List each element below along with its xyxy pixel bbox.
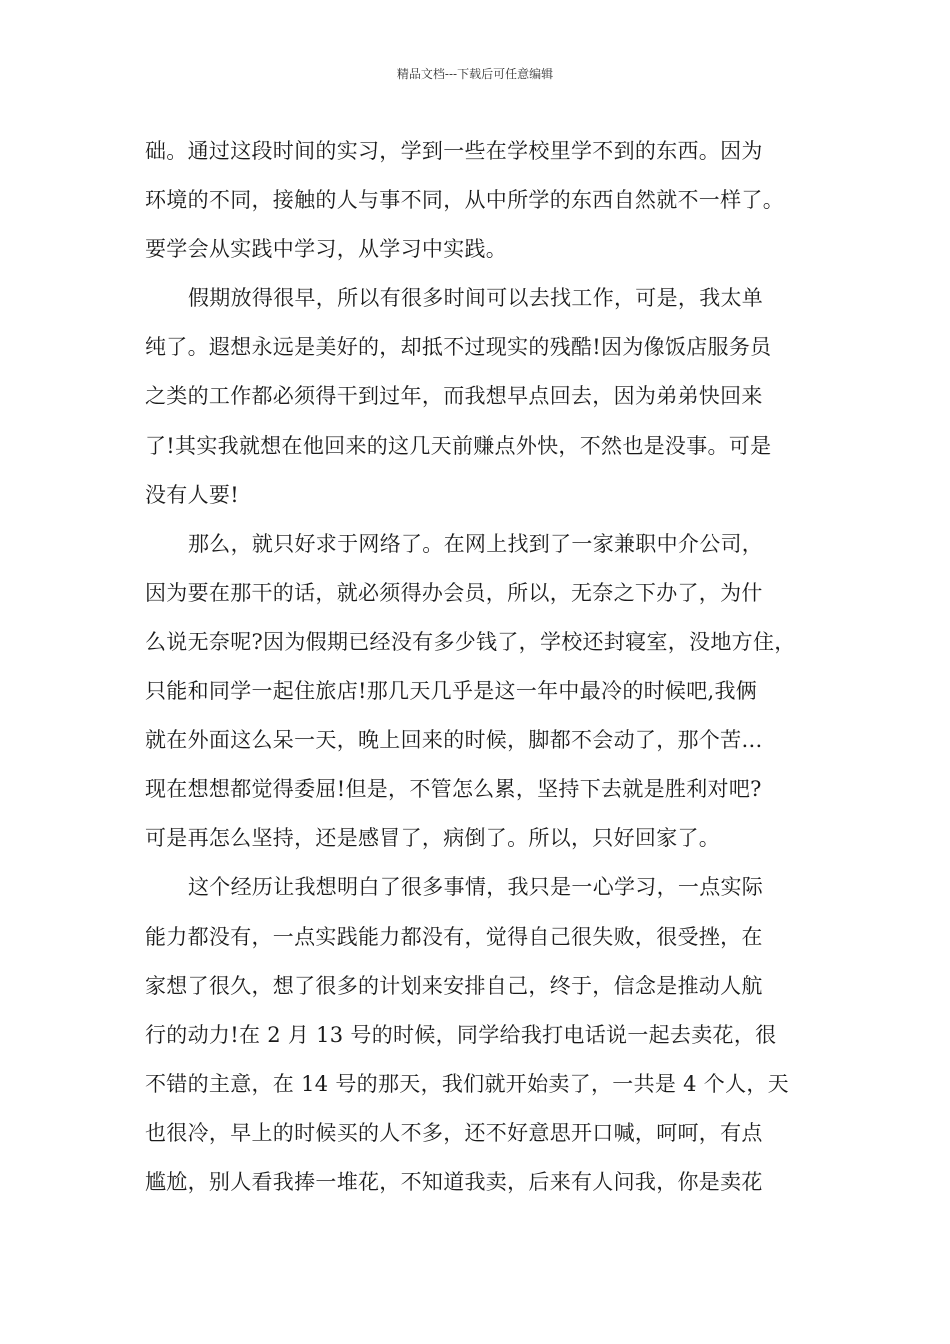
text-line: 现在想想都觉得委屈!但是，不管怎么累，坚持下去就是胜利对吧?: [145, 777, 762, 802]
text-line: 能力都没有，一点实践能力都没有，觉得自己很失败，很受挫，在: [145, 924, 763, 949]
text-line: 环境的不同，接触的人与事不同，从中所学的东西自然就不一样了。: [145, 188, 784, 213]
paragraph-start-line: 这个经历让我想明白了很多事情，我只是一心学习，一点实际: [188, 875, 764, 900]
text-line: 尴尬，别人看我捧一堆花，不知道我卖，后来有人问我，你是卖花: [145, 1169, 763, 1194]
text-line: 础。通过这段时间的实习，学到一些在学校里学不到的东西。因为: [145, 139, 763, 163]
text-line: 之类的工作都必须得干到过年，而我想早点回去，因为弟弟快回来: [145, 384, 763, 409]
text-line: 么说无奈呢?因为假期已经没有多少钱了，学校还封寝室，没地方住，: [145, 629, 796, 654]
text-line: 要学会从实践中学习，从学习中实践。: [145, 237, 508, 262]
text-line: 家想了很久，想了很多的计划来安排自己，终于，信念是推动人航: [145, 973, 763, 998]
text-line: 行的动力!在 2 月 13 号的时候，同学给我打电话说一起去卖花，很: [145, 1022, 777, 1047]
paragraph-start-line: 那么，就只好求于网络了。在网上找到了一家兼职中介公司，: [188, 531, 764, 556]
text-line: 不错的主意，在 14 号的那天，我们就开始卖了，一共是 4 个人，天: [145, 1071, 789, 1096]
paragraph-start-line: 假期放得很早，所以有很多时间可以去找工作，可是，我太单: [188, 286, 764, 311]
text-line: 可是再怎么坚持，还是感冒了，病倒了。所以，只好回家了。: [145, 826, 721, 851]
text-line: 因为要在那干的话，就必须得办会员，所以，无奈之下办了，为什: [145, 580, 763, 605]
page-header: 精品文档---下载后可任意编辑: [396, 67, 554, 81]
text-line: 也很冷，早上的时候买的人不多，还不好意思开口喊，呵呵，有点: [145, 1120, 763, 1145]
text-line: 就在外面这么呆一天，晚上回来的时候，脚都不会动了，那个苦…: [145, 728, 763, 753]
text-line: 了!其实我就想在他回来的这几天前赚点外快，不然也是没事。可是: [145, 433, 772, 458]
document-body: [145, 127, 813, 1207]
text-line: 没有人要!: [145, 482, 239, 507]
text-line: 只能和同学一起住旅店!那几天几乎是这一年中最冷的时候吧,我俩: [145, 679, 758, 704]
text-line: 纯了。遐想永远是美好的，却抵不过现实的残酷!因为像饭店服务员: [145, 335, 772, 360]
